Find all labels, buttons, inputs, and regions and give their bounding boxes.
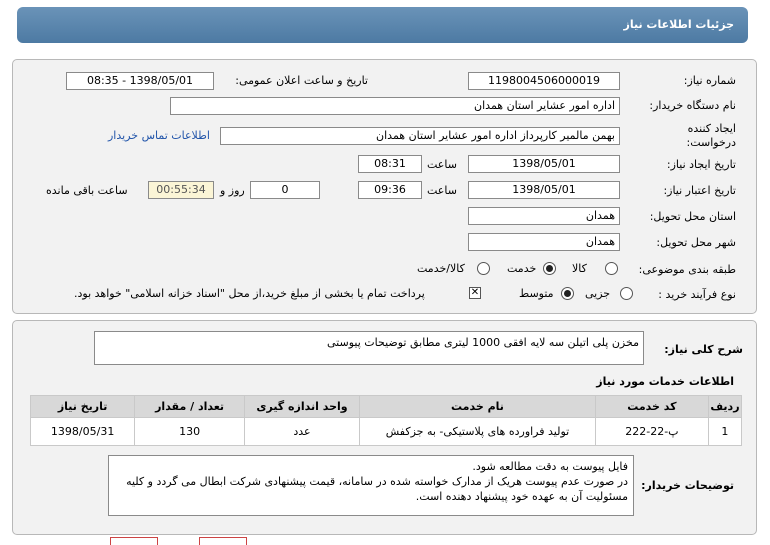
cell-service-code: پ-22-222 xyxy=(595,418,708,446)
created-date-label: تاریخ ایجاد نیاز: xyxy=(666,158,736,171)
category-label: طبقه بندی موضوعی: xyxy=(638,263,736,276)
payment-note: پرداخت تمام یا بخشی از مبلغ خرید،از محل "اسناد خزانه اسلامی" خواهد بود. xyxy=(74,287,425,300)
buyer-contact-link[interactable]: اطلاعات تماس خریدار xyxy=(108,129,210,142)
valid-time-field: 09:36 xyxy=(358,181,422,199)
created-time-label: ساعت xyxy=(427,158,457,171)
remaining-days-field: 0 xyxy=(250,181,320,199)
announce-datetime-field: 1398/05/01 - 08:35 xyxy=(66,72,214,90)
cell-need-date: 1398/05/31 xyxy=(31,418,135,446)
footer-button-right[interactable] xyxy=(199,537,247,545)
category-goods-label: کالا xyxy=(572,262,587,275)
col-service-name: نام خدمت xyxy=(360,396,596,418)
purchase-medium-radio[interactable] xyxy=(561,287,574,300)
valid-time-label: ساعت xyxy=(427,184,457,197)
requester-label-line1: ایجاد کننده xyxy=(687,122,736,135)
services-section-title: اطلاعات خدمات مورد نیاز xyxy=(596,375,734,388)
buyer-org-label: نام دستگاه خریدار: xyxy=(649,99,736,112)
need-number-field: 1198004506000019 xyxy=(468,72,620,90)
requester-label-line2: درخواست: xyxy=(686,136,736,149)
purchase-medium-label: متوسط xyxy=(519,287,554,300)
category-service-radio[interactable] xyxy=(543,262,556,275)
cell-unit: عدد xyxy=(244,418,359,446)
description-label: شرح کلی نیاز: xyxy=(664,343,743,356)
province-field: همدان xyxy=(468,207,620,225)
buyer-notes-field: فایل پیوست به دقت مطالعه شود. در صورت عدم پیوست هریک از مدارک خواسته شده در سامانه، قیمت پیشنهادی شرکت ابطال می گردد و کلیه مسئولیت آن به عهده خود پیشنهاد دهنده است. xyxy=(108,455,634,516)
category-goods-service-radio[interactable] xyxy=(477,262,490,275)
buyer-notes-label: توضیحات خریدار: xyxy=(641,479,734,492)
footer-button-left[interactable] xyxy=(110,537,158,545)
announce-label: تاریخ و ساعت اعلان عمومی: xyxy=(235,74,368,87)
buyer-org-field: اداره امور عشایر استان همدان xyxy=(170,97,620,115)
created-time-field: 08:31 xyxy=(358,155,422,173)
city-field: همدان xyxy=(468,233,620,251)
category-goods-radio[interactable] xyxy=(605,262,618,275)
col-need-date: تاریخ نیاز xyxy=(31,396,135,418)
category-goods-service-label: کالا/خدمت xyxy=(417,262,465,275)
col-quantity: تعداد / مقدار xyxy=(135,396,245,418)
remaining-label: ساعت باقی مانده xyxy=(46,184,128,197)
cell-row-number: 1 xyxy=(708,418,741,446)
valid-date-label: تاریخ اعتبار نیاز: xyxy=(663,184,736,197)
treasury-checkbox[interactable]: ✕ xyxy=(470,287,480,298)
province-label: استان محل تحویل: xyxy=(649,210,736,223)
col-unit: واحد اندازه گیری xyxy=(244,396,359,418)
created-date-field: 1398/05/01 xyxy=(468,155,620,173)
requester-field: بهمن مالمیر کارپرداز اداره امور عشایر استان همدان xyxy=(220,127,620,145)
days-label: روز و xyxy=(220,184,245,197)
need-number-label: شماره نیاز: xyxy=(683,74,736,87)
col-row-number: ردیف xyxy=(708,396,741,418)
category-service-label: خدمت xyxy=(507,262,537,275)
remaining-time-field: 00:55:34 xyxy=(148,181,214,199)
cell-service-name: تولید فراورده های پلاستیکی- به جزکفش xyxy=(360,418,596,446)
page-title: جزئیات اطلاعات نیاز xyxy=(17,7,748,43)
purchase-minor-radio[interactable] xyxy=(620,287,633,300)
purchase-minor-label: جزیی xyxy=(585,287,611,300)
table-row xyxy=(31,418,742,446)
description-field: مخزن پلی اتیلن سه لایه افقی 1000 لیتری مطابق توضیحات پیوستی xyxy=(94,331,644,365)
col-service-code: کد خدمت xyxy=(595,396,708,418)
services-table xyxy=(30,395,742,446)
purchase-type-label: نوع فرآیند خرید : xyxy=(658,288,736,301)
cell-quantity: 130 xyxy=(135,418,245,446)
valid-date-field: 1398/05/01 xyxy=(468,181,620,199)
city-label: شهر محل تحویل: xyxy=(656,236,736,249)
services-header-row xyxy=(31,396,742,418)
